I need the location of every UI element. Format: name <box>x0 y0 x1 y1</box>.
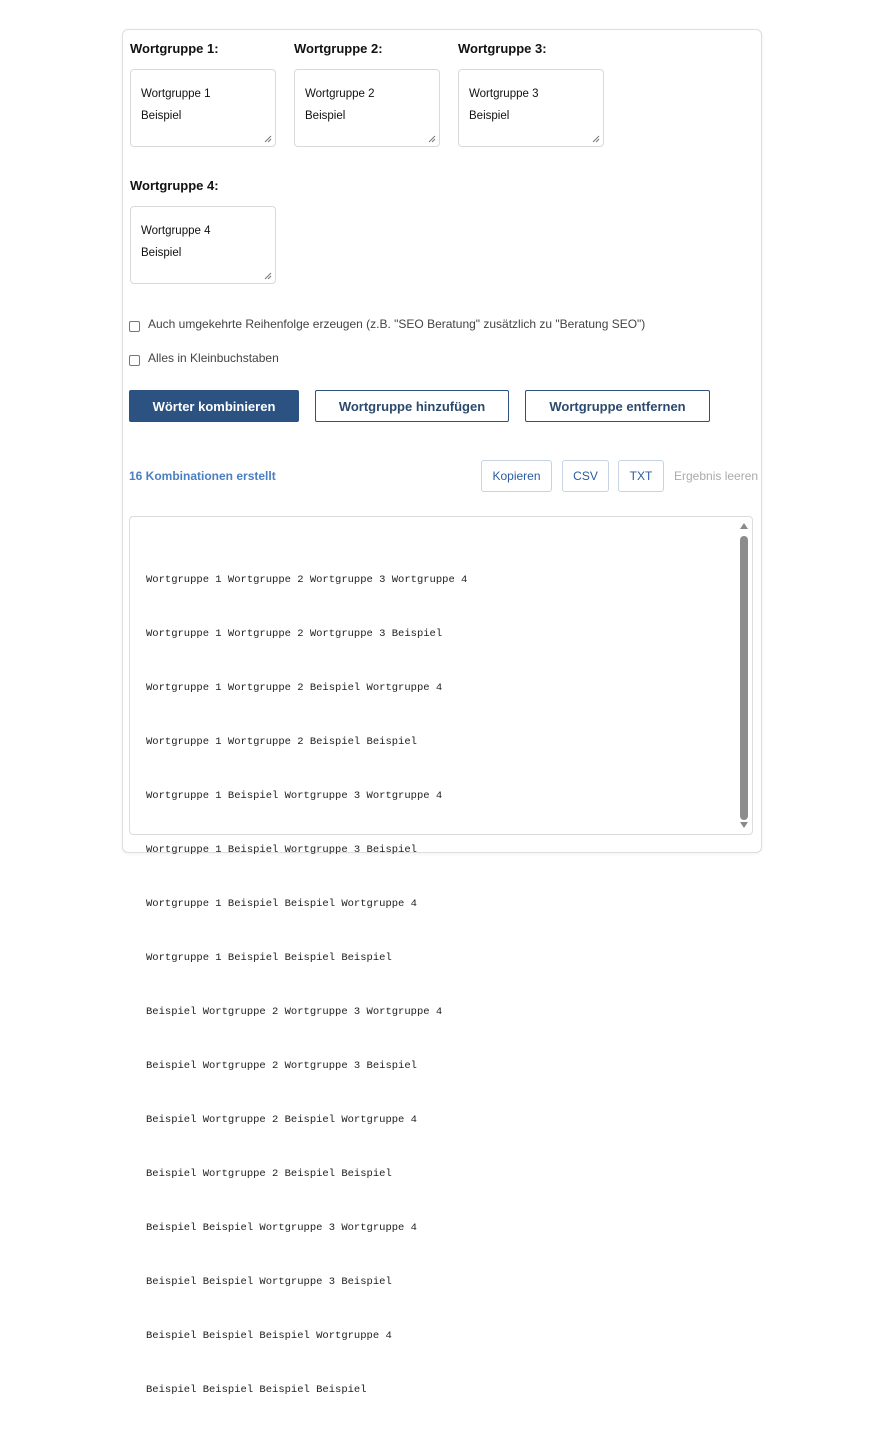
result-line: Beispiel Beispiel Beispiel Wortgruppe 4 <box>146 1330 392 1342</box>
result-line: Beispiel Wortgruppe 2 Wortgruppe 3 Wortgruppe 4 <box>146 1006 443 1018</box>
resize-grip-icon[interactable] <box>264 135 272 143</box>
scroll-down-arrow-icon[interactable] <box>740 822 748 828</box>
word-group-2-line-1: Wortgruppe 2 <box>305 88 375 100</box>
reverse-order-option[interactable] <box>129 317 645 331</box>
result-line: Wortgruppe 1 Wortgruppe 2 Beispiel Wortgruppe 4 <box>146 682 443 694</box>
result-line: Wortgruppe 1 Beispiel Beispiel Wortgruppe 4 <box>146 898 417 910</box>
result-line: Beispiel Beispiel Wortgruppe 3 Wortgruppe 4 <box>146 1222 417 1234</box>
word-group-4-label: Wortgruppe 4: <box>130 178 219 193</box>
result-line: Wortgruppe 1 Beispiel Wortgruppe 3 Beispiel <box>146 844 417 856</box>
word-group-1 <box>130 41 276 147</box>
result-line: Wortgruppe 1 Wortgruppe 2 Wortgruppe 3 Beispiel <box>146 628 443 640</box>
word-group-3-line-1: Wortgruppe 3 <box>469 88 539 100</box>
word-group-3 <box>458 41 604 147</box>
csv-button[interactable]: CSV <box>562 460 609 492</box>
reverse-order-checkbox[interactable] <box>129 321 140 332</box>
result-line: Wortgruppe 1 Beispiel Beispiel Beispiel <box>146 952 392 964</box>
result-line: Beispiel Wortgruppe 2 Wortgruppe 3 Beispiel <box>146 1060 417 1072</box>
clear-result-link[interactable]: Ergebnis leeren <box>674 469 759 483</box>
lowercase-option[interactable] <box>129 351 279 365</box>
word-group-2-line-2: Beispiel <box>305 110 346 122</box>
combine-words-button[interactable]: Wörter kombinieren <box>129 390 299 422</box>
resize-grip-icon[interactable] <box>428 135 436 143</box>
result-lines <box>146 535 467 1435</box>
result-scrollbar[interactable] <box>738 519 750 832</box>
word-group-3-textarea[interactable] <box>458 69 604 147</box>
result-line: Beispiel Wortgruppe 2 Beispiel Beispiel <box>146 1168 392 1180</box>
combination-count: 16 Kombinationen erstellt <box>129 469 276 483</box>
word-group-1-line-1: Wortgruppe 1 <box>141 88 211 100</box>
result-line: Beispiel Wortgruppe 2 Beispiel Wortgruppe 4 <box>146 1114 417 1126</box>
lowercase-checkbox[interactable] <box>129 355 140 366</box>
word-group-2-label: Wortgruppe 2: <box>294 41 383 56</box>
word-group-4 <box>130 178 276 284</box>
result-line: Wortgruppe 1 Wortgruppe 2 Beispiel Beispiel <box>146 736 417 748</box>
word-group-1-label: Wortgruppe 1: <box>130 41 219 56</box>
word-group-4-line-1: Wortgruppe 4 <box>141 225 211 237</box>
word-group-2 <box>294 41 440 147</box>
result-output[interactable] <box>129 516 753 1396</box>
result-line: Wortgruppe 1 Beispiel Wortgruppe 3 Wortgruppe 4 <box>146 790 443 802</box>
word-group-3-line-2: Beispiel <box>469 110 510 122</box>
word-group-1-line-2: Beispiel <box>141 110 182 122</box>
reverse-order-label: Auch umgekehrte Reihenfolge erzeugen (z.B. "SEO Beratung" zusätzlich zu "Beratung SEO") <box>148 317 646 331</box>
scrollbar-thumb[interactable] <box>740 536 748 820</box>
scroll-up-arrow-icon[interactable] <box>740 523 748 529</box>
add-group-button[interactable]: Wortgruppe hinzufügen <box>315 390 509 422</box>
word-group-4-line-2: Beispiel <box>141 247 182 259</box>
copy-button[interactable]: Kopieren <box>481 460 552 492</box>
txt-button[interactable]: TXT <box>618 460 664 492</box>
result-line: Wortgruppe 1 Wortgruppe 2 Wortgruppe 3 Wortgruppe 4 <box>146 574 468 586</box>
word-group-2-textarea[interactable] <box>294 69 440 147</box>
lowercase-label: Alles in Kleinbuchstaben <box>148 351 279 365</box>
result-line: Beispiel Beispiel Wortgruppe 3 Beispiel <box>146 1276 392 1288</box>
word-group-4-textarea[interactable] <box>130 206 276 284</box>
word-group-3-label: Wortgruppe 3: <box>458 41 547 56</box>
word-group-1-textarea[interactable] <box>130 69 276 147</box>
remove-group-button[interactable]: Wortgruppe entfernen <box>525 390 710 422</box>
result-line: Beispiel Beispiel Beispiel Beispiel <box>146 1384 367 1396</box>
resize-grip-icon[interactable] <box>592 135 600 143</box>
resize-grip-icon[interactable] <box>264 272 272 280</box>
